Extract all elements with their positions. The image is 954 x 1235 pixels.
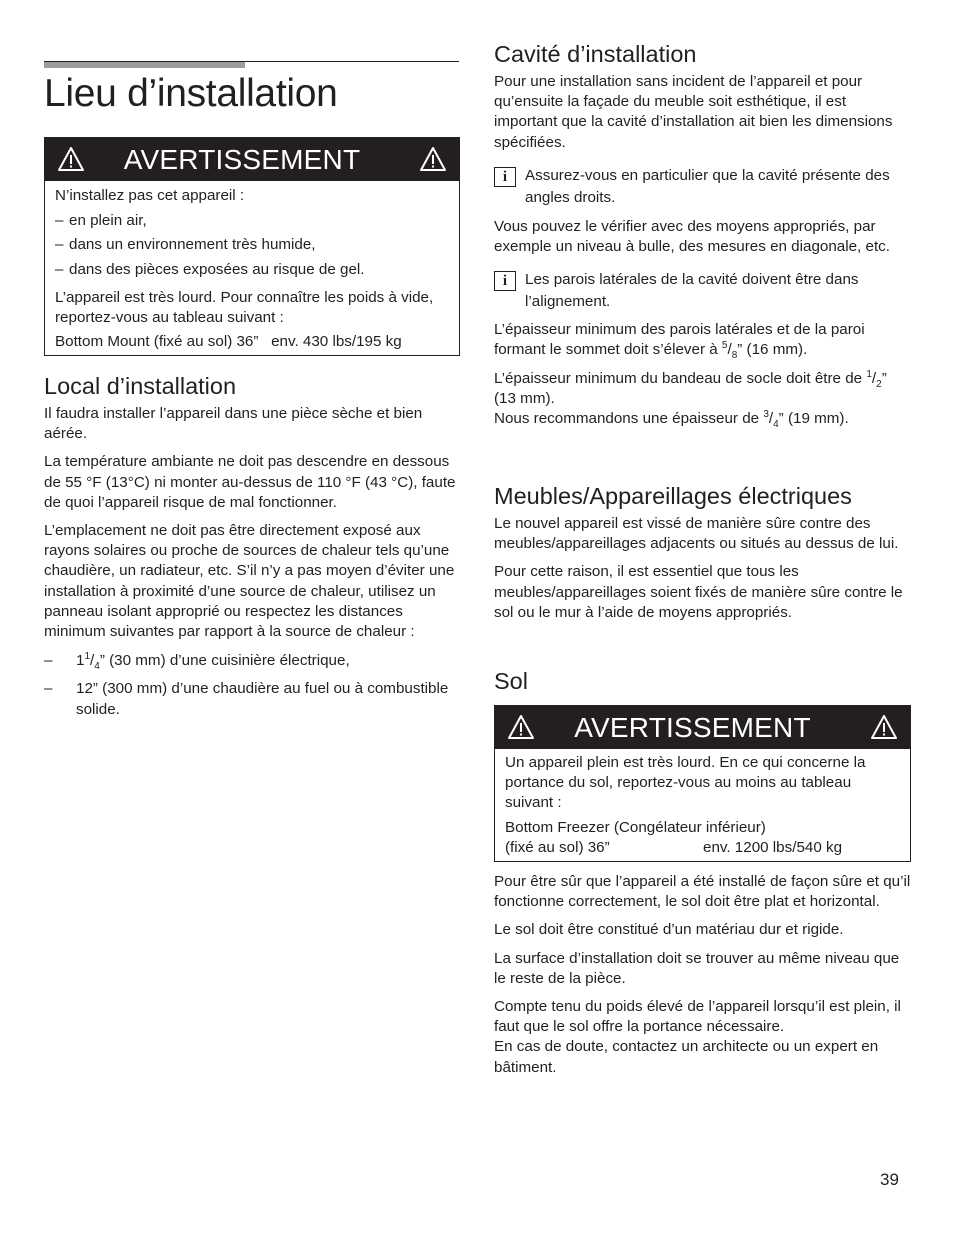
- fraction-whole: 1: [76, 652, 85, 670]
- distance-text: ” (30 mm) d’une cuisinière électrique,: [99, 652, 350, 670]
- paragraph: La température ambiante ne doit pas descendre en dessous de 55 °F (13°C) ni monter au-dessus de 110 °F (43 °C), faute de quoi l’appareil risque de mal fonctionner.: [44, 453, 456, 511]
- text: L’épaisseur minimum du bandeau de socle doit être de: [494, 369, 867, 387]
- warning-item: – dans un environnement très humide,: [55, 233, 449, 258]
- warning-model-line: Bottom Freezer (Congélateur inférieur): [505, 818, 766, 836]
- paragraph: Le sol doit être constitué d’un matériau dur et rigide.: [494, 921, 844, 939]
- fraction-denominator: 4: [94, 661, 100, 673]
- paragraph: Pour une installation sans incident de l’appareil et pour qu’ensuite la façade du meuble soit esthétique, il est important que la cavité d’installation ait bien les dimensions spécifiées.: [494, 73, 893, 151]
- fraction-denominator: 8: [731, 350, 738, 362]
- info-text: Les parois latérales de la cavité doivent être dans l’alignement.: [525, 271, 859, 311]
- paragraph: Nous recommandons une épaisseur de $^3/_4$” (19 mm).: [494, 408, 849, 431]
- warning-box: [44, 137, 460, 356]
- text: ” (19 mm).: [778, 410, 849, 428]
- text: ” (16 mm).: [737, 341, 808, 359]
- warning-box: [494, 705, 911, 862]
- warning-intro: N’installez pas cet appareil :: [55, 187, 245, 204]
- warning-item: – dans des pièces exposées au risque de gel.: [55, 258, 449, 283]
- distance-item: – 12” (300 mm) d’une chaudière au fuel ou à combustible solide.: [44, 679, 460, 719]
- section-meubles: [494, 482, 911, 623]
- warning-triangle-icon: [419, 145, 447, 173]
- info-text: Assurez-vous en particulier que la cavité présente des angles droits.: [525, 166, 890, 206]
- page-number: 39: [880, 1170, 899, 1189]
- paragraph: Pour cette raison, il est essentiel que tous les meubles/appareillages soient fixés de manière sûre contre le sol ou le mur à l’aide de moyens appropriés.: [494, 563, 903, 621]
- warning-triangle-icon: [870, 713, 898, 741]
- paragraph: L’épaisseur minimum du bandeau de socle doit être de $^1/_2$” (13 mm).: [494, 368, 887, 407]
- text: ” (13 mm).: [494, 369, 887, 407]
- title-rule-accent: [44, 61, 245, 68]
- warning-item: – en plein air,: [55, 209, 449, 234]
- paragraph: L’épaisseur minimum des parois latérales et de la paroi formant le sommet doit s’élever à $^5/_8$” (16 mm).: [494, 321, 865, 362]
- paragraph: Il faudra installer l’appareil dans une pièce sèche et bien aérée.: [44, 405, 423, 443]
- warning-header: [45, 138, 459, 181]
- fraction-numerator: 3: [763, 408, 769, 420]
- model-mount: (fixé au sol) 36”: [505, 838, 610, 856]
- text: Nous recommandons une épaisseur de: [494, 410, 764, 428]
- section-cavite: [494, 40, 911, 429]
- paragraph: La surface d’installation doit se trouver au même niveau que le reste de la pièce.: [494, 949, 900, 987]
- section-sol: [494, 667, 911, 695]
- title-rule: [44, 61, 459, 69]
- paragraph: Le nouvel appareil est vissé de manière sûre contre des meubles/appareillages adjacents ou situés au dessus de lui.: [494, 515, 899, 553]
- paragraph: En cas de doute, contactez un architecte ou un expert en bâtiment.: [494, 1038, 879, 1076]
- paragraph: Vous pouvez le vérifier avec des moyens appropriés, par exemple un niveau à bulle, des mesures en diagonale, etc.: [494, 217, 890, 256]
- paragraph: Compte tenu du poids élevé de l’appareil lorsqu’il est plein, il faut que le sol offre la portance nécessaire.: [494, 998, 901, 1036]
- paragraph: Pour être sûr que l’appareil a été installé de façon sûre et qu’il fonctionne correctement, le sol doit être plat et horizontal.: [494, 873, 911, 911]
- fraction-denominator: 4: [773, 419, 779, 431]
- info-note: [494, 269, 911, 313]
- section-local: [44, 372, 460, 720]
- warning-weight-text: L’appareil est très lourd. Pour connaître les poids à vide, reportez-vous au tableau suivant :: [55, 289, 434, 327]
- warning-model-row: Bottom Mount (fixé au sol) 36” env. 430 lbs/195 kg: [55, 333, 402, 351]
- model-weight: env. 1200 lbs/540 kg: [703, 838, 843, 856]
- warning-label: AVERTISSEMENT: [123, 144, 361, 175]
- fraction-numerator: 1: [866, 368, 872, 380]
- paragraph: L’emplacement ne doit pas être directement exposé aux rayons solaires ou proche de sources de chaleur tels qu’une chaudière, un radiateur, etc. S’il n’y a pas moyen d’éviter une installation à proximité d’une source de chaleur, utilisez un panneau isolant approprié ou respectez les distances minimum suivantes par rapport à la source de chaleur :: [44, 522, 455, 641]
- warning-header: [495, 706, 910, 749]
- distance-item: – $1^1/_4$” (30 mm) d’une cuisinière électrique,: [44, 651, 460, 671]
- section-heading: Cavité d’installation: [494, 41, 697, 67]
- fraction-denominator: 2: [876, 378, 882, 390]
- warning-body: [495, 749, 910, 864]
- section-heading: Local d’installation: [44, 373, 237, 399]
- warning-text: Un appareil plein est très lourd. En ce qui concerne la portance du sol, reportez-vous au moins au tableau suivant :: [505, 754, 866, 812]
- page-title: Lieu d’installation: [44, 72, 338, 115]
- info-icon: i: [494, 167, 516, 187]
- info-note: [494, 165, 911, 209]
- fraction-numerator: 1: [84, 651, 91, 663]
- warning-model-line: [505, 838, 900, 858]
- warning-label: AVERTISSEMENT: [574, 712, 811, 743]
- section-sol-text: [494, 872, 911, 1078]
- info-icon: i: [494, 271, 516, 291]
- section-heading: Sol: [494, 668, 528, 694]
- warning-body: [45, 181, 459, 359]
- text: L’épaisseur minimum des parois latérales et de la paroi formant le sommet doit s’élever à: [494, 321, 865, 359]
- section-heading: Meubles/Appareillages électriques: [494, 483, 852, 509]
- fraction-numerator: 5: [721, 340, 728, 352]
- title-rule-line: [44, 61, 459, 62]
